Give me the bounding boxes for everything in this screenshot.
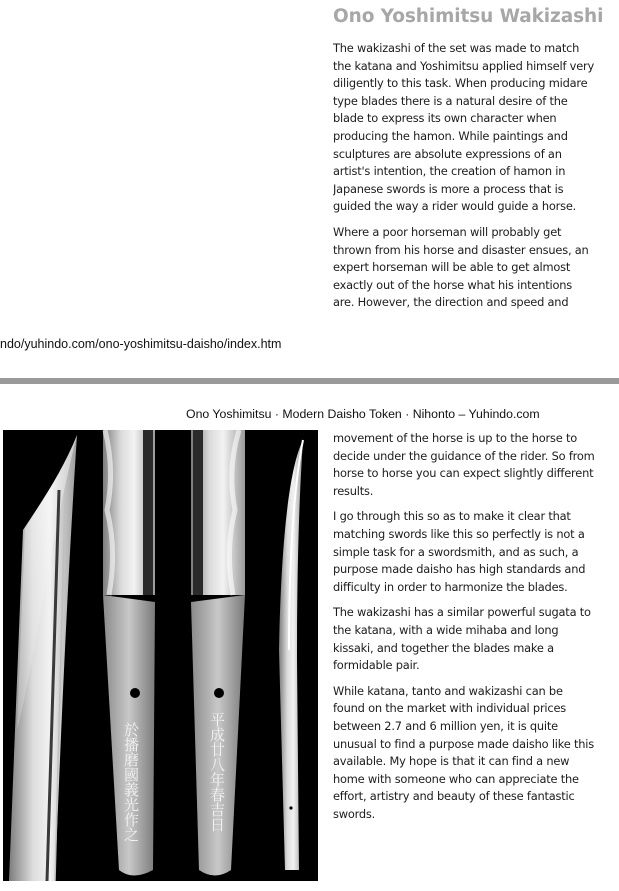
blade-tip-view [9, 435, 77, 881]
paragraph: Where a poor horseman will probably get thrown from his horse and disaster ensues, an expert horseman will be able to get almost exactly out of the horse what his intentions are. However, the direction and speed and [333, 224, 589, 310]
paragraph: movement of the horse is up to the horse to decide under the guidance of the rider. So from horse to horse you can expect slightly different results. [333, 431, 595, 498]
page-divider [0, 378, 619, 384]
paragraph: While katana, tanto and wakizashi can be found on the market with individual prices between 2.7 and 6 million yen, it is quite unusual to find a purpose made daisho like this available. My hope is that it can find a new home with someone who can appreciate the effort, artistry and beauty of these fantastic swords. [333, 683, 594, 821]
paragraph: The wakizashi has a similar powerful sugata to the katana, with a wide mihaba and long kissaki, and together the blades make a formidable pair. [333, 605, 591, 673]
paragraph: The wakizashi of the set was made to match the katana and Yoshimitsu applied himself very diligently to this task. When producing midare type blades there is a natural desire of the blade to express its own character when producing the hamon. While paintings and sculptures are absolute expressions of an artist's intention, the creation of hamon in Japanese swords is more a process that is guided the way a rider would guide a horse. [333, 41, 595, 214]
inscription-ura: 平成廿八年春吉日 [208, 712, 226, 832]
article-column-bottom [333, 430, 595, 850]
sword-photo [3, 430, 318, 881]
upper-page [0, 0, 619, 380]
inscription-omote: 於播磨國義光作之 [122, 722, 140, 842]
article-column-top [333, 40, 595, 318]
running-header: Ono Yoshimitsu · Modern Daisho Token · Nihonto – Yuhindo.com [186, 407, 540, 421]
footer-url: ndo/yuhindo.com/ono-yoshimitsu-daisho/index.htm [0, 337, 282, 351]
paragraph: I go through this so as to make it clear that matching swords like this so perfectly is not a simple task for a swordsmith, and as such, a purpose made daisho has high standards and difficulty in order to harmonize the blades. [333, 509, 586, 594]
article-title: Ono Yoshimitsu Wakizashi [333, 6, 604, 27]
sword-illustration [3, 430, 318, 881]
blade-tang-omote [103, 430, 155, 876]
full-blade-view [279, 440, 303, 870]
blade-tang-ura [191, 430, 245, 876]
